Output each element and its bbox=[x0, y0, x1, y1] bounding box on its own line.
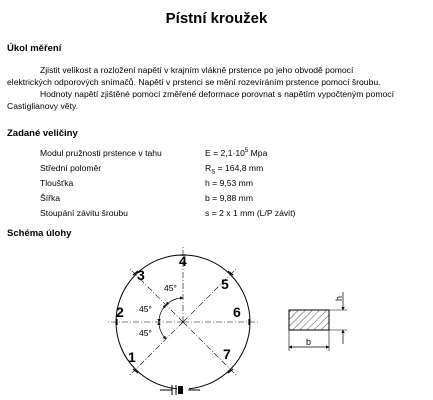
param-value: b = 9,88 mm bbox=[205, 193, 254, 203]
gauge-label-5: 5 bbox=[221, 276, 229, 292]
section-heading-task: Úkol měření bbox=[7, 43, 62, 54]
cross-section bbox=[289, 292, 347, 351]
section-heading-scheme: Schéma úlohy bbox=[7, 228, 72, 239]
param-name: Šířka bbox=[40, 193, 61, 203]
param-value: $E = 2,1\cdot 10^5$ Mpa bbox=[205, 148, 268, 158]
page-title: Pístní kroužek bbox=[165, 10, 268, 27]
dim-h-label: h bbox=[334, 295, 344, 301]
param-value: h = 9,53 mm bbox=[205, 178, 254, 188]
gauge-label-4: 4 bbox=[179, 253, 187, 269]
dim-b-label: b bbox=[306, 337, 312, 347]
angle-arc bbox=[159, 305, 166, 322]
task-line-4: Castiglianovy věty. bbox=[7, 101, 79, 111]
gauge-label-6: 6 bbox=[233, 304, 241, 320]
cross-section-rect bbox=[289, 310, 329, 330]
task-line-2: elektrických odporových snímačů. Napětí v prstenci se mění rozevíráním prstence pomocí šroubu. bbox=[7, 77, 381, 87]
param-name: Střední poloměr bbox=[40, 163, 102, 173]
param-name: Modul pružnosti prstence v tahu bbox=[40, 148, 162, 158]
param-name: Stoupání závitu šroubu bbox=[40, 208, 128, 218]
radial-line bbox=[129, 322, 183, 376]
param-name: Tloušťka bbox=[40, 178, 74, 188]
param-value: $R_S = 164,8$ mm bbox=[205, 163, 264, 176]
section-heading-given: Zadané veličiny bbox=[7, 128, 78, 139]
angle-label: 45° bbox=[164, 283, 177, 293]
angle-arc bbox=[159, 322, 166, 339]
gauge-label-1: 1 bbox=[128, 349, 136, 365]
angle-arc bbox=[166, 298, 183, 305]
angle-label: 45° bbox=[139, 328, 152, 338]
screw-head bbox=[178, 386, 183, 394]
task-line-1: Zjistit velikost a rozložení napětí v krajním vlákně prstence po jeho obvodě pomocí bbox=[40, 65, 354, 75]
gauge-label-2: 2 bbox=[116, 304, 124, 320]
angle-label: 45° bbox=[139, 304, 152, 314]
gauge-label-3: 3 bbox=[137, 267, 145, 283]
param-value: s = 2 x 1 mm (L/P závit) bbox=[205, 208, 296, 218]
gauge-label-7: 7 bbox=[223, 346, 231, 362]
radial-line bbox=[183, 268, 237, 322]
task-line-3: Hodnoty napětí zjištěné pomocí změřené deformace porovnat s napětím vypočteným pomocí bbox=[40, 89, 394, 99]
